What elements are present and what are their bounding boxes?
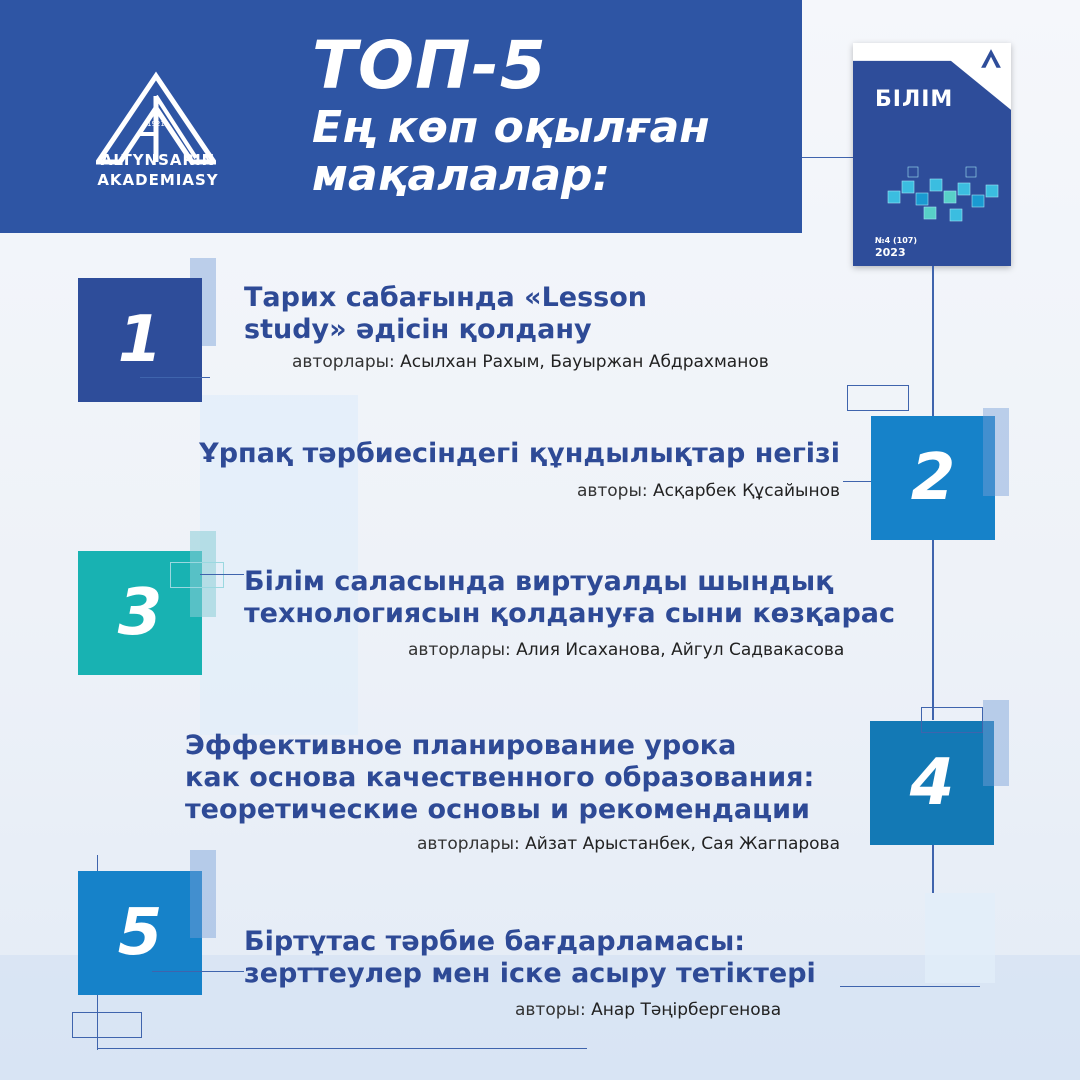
authors-names: Асылхан Рахым, Бауыржан Абдрахманов — [400, 352, 769, 372]
decorative-frame — [921, 707, 983, 733]
authors-names: Асқарбек Құсайынов — [653, 481, 840, 501]
title-line: study» әдісін қолдану — [244, 314, 592, 345]
article-2-authors — [577, 481, 840, 501]
title-line: Тарих сабағында «Lesson — [244, 282, 648, 313]
logo-line-2: AKADEMIASY — [97, 171, 219, 189]
decorative-frame — [847, 385, 909, 411]
timeline-line — [932, 845, 934, 893]
title-line-3: мақалалар: — [312, 150, 611, 201]
timeline-line — [932, 266, 934, 416]
rank-3-box: 3 — [78, 551, 202, 675]
authors-label: авторлары: — [408, 640, 511, 660]
decorative-frame — [72, 1012, 142, 1038]
title-line: как основа качественного образования: — [185, 762, 815, 793]
title-line: Ұрпақ тәрбиесіндегі құндылықтар негізі — [199, 438, 840, 469]
accent-bar — [983, 700, 1009, 786]
accent-bar — [190, 850, 216, 938]
rank-1-box: 1 — [78, 278, 202, 402]
title-line-1: ТОП-5 — [312, 27, 547, 104]
authors-names: Айзат Арыстанбек, Сая Жагпарова — [525, 834, 840, 854]
title-line: Білім саласында виртуалды шындық — [244, 566, 834, 597]
title-line-2: Ең көп оқылған — [312, 102, 710, 153]
cover-year: 2023 — [875, 246, 906, 259]
timeline-line — [932, 540, 934, 720]
connector-line — [140, 377, 210, 378]
page-title — [312, 28, 710, 200]
logo-year: 1921 — [147, 120, 165, 128]
decorative-frame — [170, 562, 224, 588]
article-2-title — [199, 438, 840, 470]
title-line: теоретические основы и рекомендации — [185, 794, 810, 825]
cover-cubes-graphic — [878, 161, 1008, 236]
article-5-title — [244, 926, 816, 990]
title-line: зерттеулер мен іске асыру тетіктері — [244, 958, 816, 989]
article-4-authors — [417, 834, 840, 854]
article-3-title — [244, 566, 895, 630]
connector-line — [840, 986, 980, 987]
connector-line — [200, 574, 244, 575]
authors-label: авторы: — [576, 481, 648, 501]
article-4-title — [185, 730, 814, 826]
cover-issue: №4 (107) — [875, 236, 917, 245]
connector-line — [802, 157, 854, 158]
cover-title: БІЛІМ — [875, 87, 954, 112]
article-1-authors — [292, 352, 769, 372]
logo-line-1: ALTYNSARIN — [100, 151, 216, 169]
cover-logo-icon — [980, 48, 1002, 70]
rank-5-box: 5 — [78, 871, 202, 995]
article-1-title — [244, 282, 647, 346]
accent-bar — [983, 408, 1009, 496]
background-panel — [925, 893, 995, 983]
title-line: Эффективное планирование урока — [185, 730, 737, 761]
rank-4-box: 4 — [870, 721, 994, 845]
logo-text — [88, 150, 228, 190]
connector-line — [843, 481, 871, 482]
authors-label: авторлары: — [417, 834, 520, 854]
journal-cover — [853, 43, 1011, 266]
article-3-authors — [408, 640, 844, 660]
authors-names: Анар Тәңірбергенова — [591, 1000, 782, 1020]
rank-2-box: 2 — [871, 416, 995, 540]
title-line: Біртұтас тәрбие бағдарламасы: — [244, 926, 746, 957]
decorative-line — [97, 1048, 587, 1049]
title-line: технологиясын қолдануға сыни көзқарас — [244, 598, 896, 629]
authors-label: авторлары: — [292, 352, 395, 372]
authors-names: Алия Исаханова, Айгул Садвакасова — [516, 640, 845, 660]
article-5-authors — [515, 1000, 781, 1020]
connector-line — [152, 971, 244, 972]
authors-label: авторы: — [515, 1000, 586, 1020]
